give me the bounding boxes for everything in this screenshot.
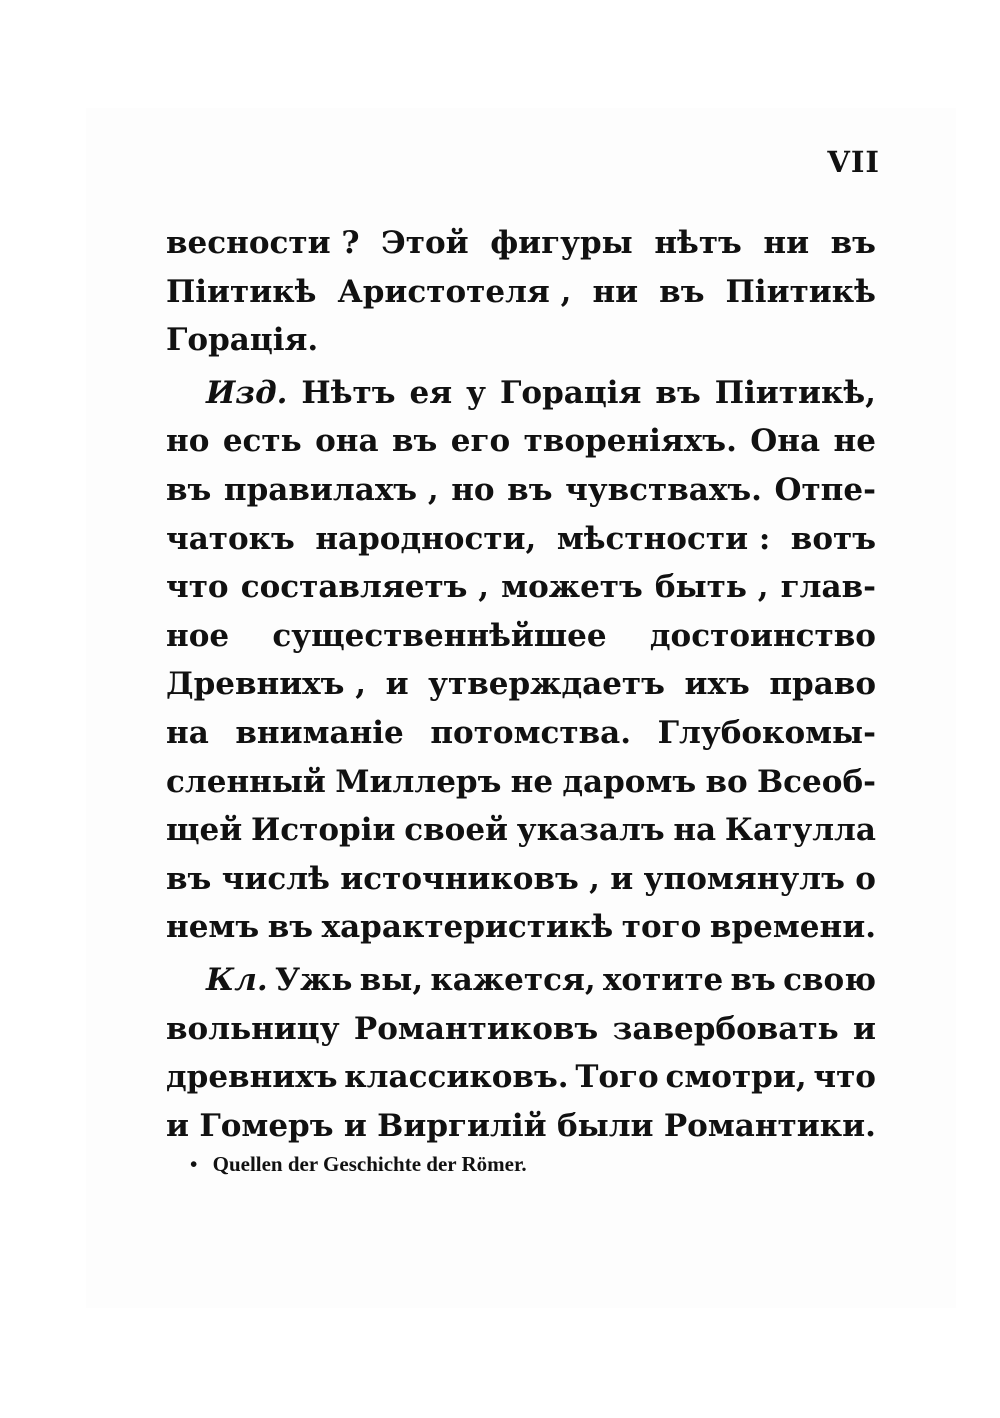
text-line [166,903,876,952]
word: мѣстности : [556,520,771,557]
word: вольницу [166,1010,340,1047]
paragraph [166,956,876,1150]
word: и [166,1107,189,1144]
word: Всеоб- [756,763,876,800]
word: ея [409,374,453,411]
text-line [166,806,876,855]
text-line [166,1053,876,1102]
word: Піитикѣ [166,273,317,310]
footnote-mark: • [190,1152,198,1176]
word: въ [392,423,438,460]
word: Того [575,1059,659,1096]
text-line [166,219,876,268]
text-line [166,1102,876,1151]
word: вы, [359,961,424,998]
word: можетъ [501,569,643,606]
body-text [166,219,876,1150]
word: Горація [499,374,642,411]
word: въ [507,471,553,508]
word: указалъ [516,812,665,849]
word: и [610,860,634,897]
word: упомянулъ [643,860,845,897]
word: числѣ [221,860,330,897]
word: смотри, [665,1059,807,1096]
text-line [166,660,876,709]
text-line [166,758,876,807]
word: право [769,666,876,703]
word: даромъ [562,763,697,800]
paragraph [166,219,876,365]
word: въ [830,225,876,261]
word: Она [750,423,821,460]
speaker-label: Изд. [206,374,288,411]
word: потомства. [430,714,632,751]
word: свою [783,961,876,998]
word: въ [655,374,701,411]
word: народности, [315,520,537,557]
word: Древнихъ , [166,666,367,703]
word: Нѣтъ [301,374,396,411]
word: Гомеръ [199,1107,334,1144]
speaker-label: Кл. [206,961,268,998]
word: есть [222,423,302,460]
word: Этой [381,225,469,261]
word: завербовать [612,1010,839,1047]
word: правилахъ , [223,471,439,508]
word: что [166,569,229,606]
word: нѣтъ [654,225,742,261]
word: были [556,1107,654,1144]
word: въ [267,909,314,946]
word: о [855,860,876,897]
word: того [621,909,702,946]
word: его [450,423,511,460]
word: Романтики. [663,1107,876,1144]
word: въ [166,471,212,508]
word: глав- [780,569,876,606]
word: Катулла [724,812,876,849]
word: что [813,1059,876,1096]
footnote [190,1152,527,1177]
word: достоинство [649,617,876,654]
footnote-text: Quellen der Geschichte der Römer. [212,1152,527,1176]
word: чувствахъ. [565,471,762,508]
word: ни [592,273,639,310]
word: ни [763,225,810,261]
word: Піитикѣ [725,273,876,310]
word: на [673,812,717,849]
word: Ужь [274,961,353,998]
word: ное [166,617,230,654]
word: щей [166,812,243,849]
text-line [166,417,876,466]
text-line [166,316,876,365]
word: быть , [654,569,769,606]
text-line [166,268,876,317]
text-line [166,1005,876,1054]
word: твореніяхъ. [523,423,737,460]
word: но [451,471,495,508]
word: Аристотеля , [337,273,572,310]
text-line [166,855,876,904]
word: вниманіе [235,714,404,751]
text-line [166,515,876,564]
word: Глубокомы- [657,714,876,751]
word: чатокъ [166,520,295,557]
word: вотъ [790,520,876,557]
word: источниковъ [340,860,579,897]
word: въ [659,273,705,310]
word: Романтиковъ [353,1010,599,1047]
word: времени. [709,909,876,946]
word: во [705,763,748,800]
word: Исторіи [251,812,396,849]
word: древнихъ [166,1059,338,1096]
word: утверждаетъ [428,666,665,703]
word: ихъ [684,666,750,703]
page-number: VII [827,145,880,179]
word: въ [730,961,776,998]
word: хотите [602,961,724,998]
text-line [166,956,876,1005]
word: Виргилій [377,1107,547,1144]
word: Піитикѣ, [714,374,876,411]
word: и [853,1010,876,1047]
word: характеристикѣ [321,909,614,946]
text-line [166,709,876,758]
word: , [589,860,600,897]
word: своей [404,812,509,849]
word: въ [166,860,212,897]
word: не [833,423,876,460]
text-line [166,369,876,418]
word: сленный [166,763,326,800]
word: весности ? [166,225,360,261]
text-line [166,466,876,515]
word: у [466,374,486,411]
paragraph [166,369,876,952]
word: кажется, [430,961,596,998]
word: фигуры [490,225,633,261]
word: Горація. [166,322,319,359]
text-line [166,563,876,612]
word: Миллеръ [335,763,502,800]
word: но [166,423,210,460]
word: она [315,423,379,460]
word: составляетъ , [240,569,490,606]
text-line [166,612,876,661]
word: классиковъ. [344,1059,569,1096]
word: и [385,666,409,703]
word: на [166,714,209,751]
word: Отпе- [774,471,876,508]
word: не [510,763,554,800]
word: немъ [166,909,260,946]
word: существеннѣйшее [272,617,607,654]
word: и [343,1107,367,1144]
